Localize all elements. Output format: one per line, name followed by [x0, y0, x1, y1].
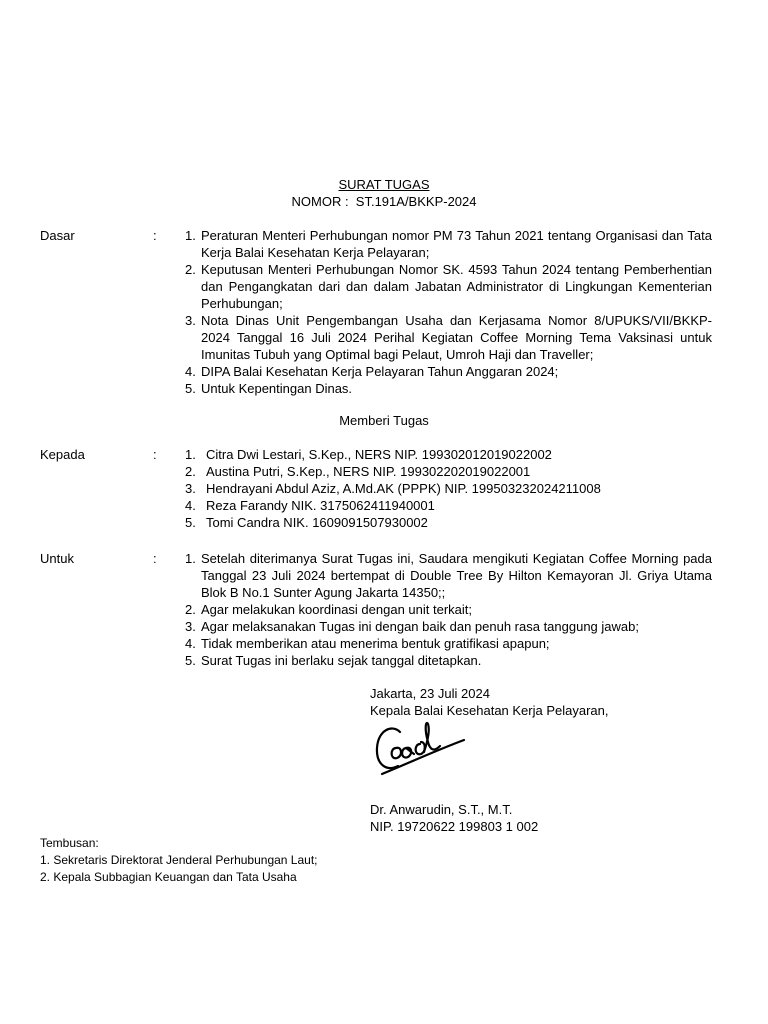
item-text: Peraturan Menteri Perhubungan nomor PM 73 Tahun 2021 tentang Organisasi dan Tata Kerja Balai Kesehatan Kerja Pelayaran; [201, 228, 712, 260]
dasar-item [185, 227, 712, 261]
tembusan-label: Tembusan: [40, 836, 99, 850]
untuk-item [185, 550, 712, 601]
kepada-item [185, 480, 712, 497]
item-number: 2. [185, 602, 196, 617]
item-number: 5. [185, 515, 196, 530]
item-text: Hendrayani Abdul Aziz, A.Md.AK (PPPK) NIP. 199503232024211008 [206, 481, 601, 496]
item-number: 4. [185, 498, 196, 513]
dasar-colon: : [153, 228, 157, 243]
letter-header [0, 176, 768, 210]
item-number: 4. [185, 636, 196, 651]
untuk-item [185, 601, 712, 618]
item-text: Keputusan Menteri Perhubungan Nomor SK. 4593 Tahun 2024 tentang Pemberhentian dan Pengangkatan dari dan dalam Jabatan Administrator di Lingkungan Kementerian Perhubungan; [201, 262, 712, 311]
dasar-list [185, 227, 712, 397]
item-text: Citra Dwi Lestari, S.Kep., NERS NIP. 199302012019022002 [206, 447, 552, 462]
untuk-item [185, 652, 712, 669]
signer-block [370, 801, 730, 835]
tembusan-item: 2. Kepala Subbagian Keuangan dan Tata Usaha [40, 870, 297, 884]
kepada-item [185, 497, 712, 514]
signer-nip: NIP. 19720622 199803 1 002 [370, 819, 539, 834]
letter-title: SURAT TUGAS [338, 177, 430, 192]
item-number: 2. [185, 262, 196, 277]
untuk-list [185, 550, 712, 669]
item-number: 1. [185, 228, 196, 243]
item-number: 3. [185, 313, 196, 328]
signoff-header [370, 685, 730, 719]
dasar-label: Dasar [40, 228, 75, 243]
item-text: Untuk Kepentingan Dinas. [201, 381, 353, 396]
signer-name: Dr. Anwarudin, S.T., M.T. [370, 802, 513, 817]
memberi-tugas-heading: Memberi Tugas [339, 413, 429, 428]
nomor-label: NOMOR : [291, 194, 349, 209]
tembusan-item: 1. Sekretaris Direktorat Jenderal Perhubungan Laut; [40, 853, 318, 867]
item-text: Nota Dinas Unit Pengembangan Usaha dan Kerjasama Nomor 8/UPUKS/VII/BKKP-2024 Tanggal 16 Juli 2024 Perihal Kegiatan Coffee Morning Tema Vaksinasi untuk Imunitas Tubuh yang Optimal bagi Pelaut, Umroh Haji dan Traveller; [201, 313, 712, 362]
item-number: 1. [185, 551, 196, 566]
dasar-item [185, 363, 712, 380]
untuk-item [185, 635, 712, 652]
signer-position: Kepala Balai Kesehatan Kerja Pelayaran, [370, 703, 609, 718]
item-number: 1. [185, 447, 196, 462]
item-text: Austina Putri, S.Kep., NERS NIP. 199302202019022001 [206, 464, 531, 479]
kepada-list [185, 446, 712, 531]
dasar-item [185, 261, 712, 312]
item-text: Agar melakukan koordinasi dengan unit terkait; [201, 602, 472, 617]
kepada-item [185, 463, 712, 480]
item-number: 2. [185, 464, 196, 479]
untuk-colon: : [153, 551, 157, 566]
item-text: Tidak memberikan atau menerima bentuk gratifikasi apapun; [201, 636, 550, 651]
item-text: Agar melaksanakan Tugas ini dengan baik dan penuh rasa tanggung jawab; [201, 619, 639, 634]
kepada-item [185, 446, 712, 463]
dasar-item [185, 380, 712, 397]
item-number: 5. [185, 653, 196, 668]
handwritten-signature [372, 718, 472, 780]
place-date: Jakarta, 23 Juli 2024 [370, 686, 490, 701]
item-number: 3. [185, 619, 196, 634]
item-number: 3. [185, 481, 196, 496]
nomor-value: ST.191A/BKKP-2024 [355, 194, 477, 209]
untuk-item [185, 618, 712, 635]
kepada-label: Kepada [40, 447, 85, 462]
item-text: Reza Farandy NIK. 3175062411940001 [206, 498, 435, 513]
item-text: Setelah diterimanya Surat Tugas ini, Saudara mengikuti Kegiatan Coffee Morning pada Tanggal 23 Juli 2024 bertempat di Double Tree By Hilton Kemayoran Jl. Griya Utama Blok B No.1 Sunter Agung Jakarta 14350;; [201, 551, 712, 600]
item-text: DIPA Balai Kesehatan Kerja Pelayaran Tahun Anggaran 2024; [201, 364, 559, 379]
dasar-item [185, 312, 712, 363]
item-text: Tomi Candra NIK. 1609091507930002 [206, 515, 428, 530]
letter-number [0, 193, 768, 210]
item-number: 5. [185, 381, 196, 396]
item-text: Surat Tugas ini berlaku sejak tanggal ditetapkan. [201, 653, 482, 668]
kepada-item [185, 514, 712, 531]
kepada-colon: : [153, 447, 157, 462]
untuk-label: Untuk [40, 551, 74, 566]
item-number: 4. [185, 364, 196, 379]
tembusan-section [40, 835, 318, 886]
